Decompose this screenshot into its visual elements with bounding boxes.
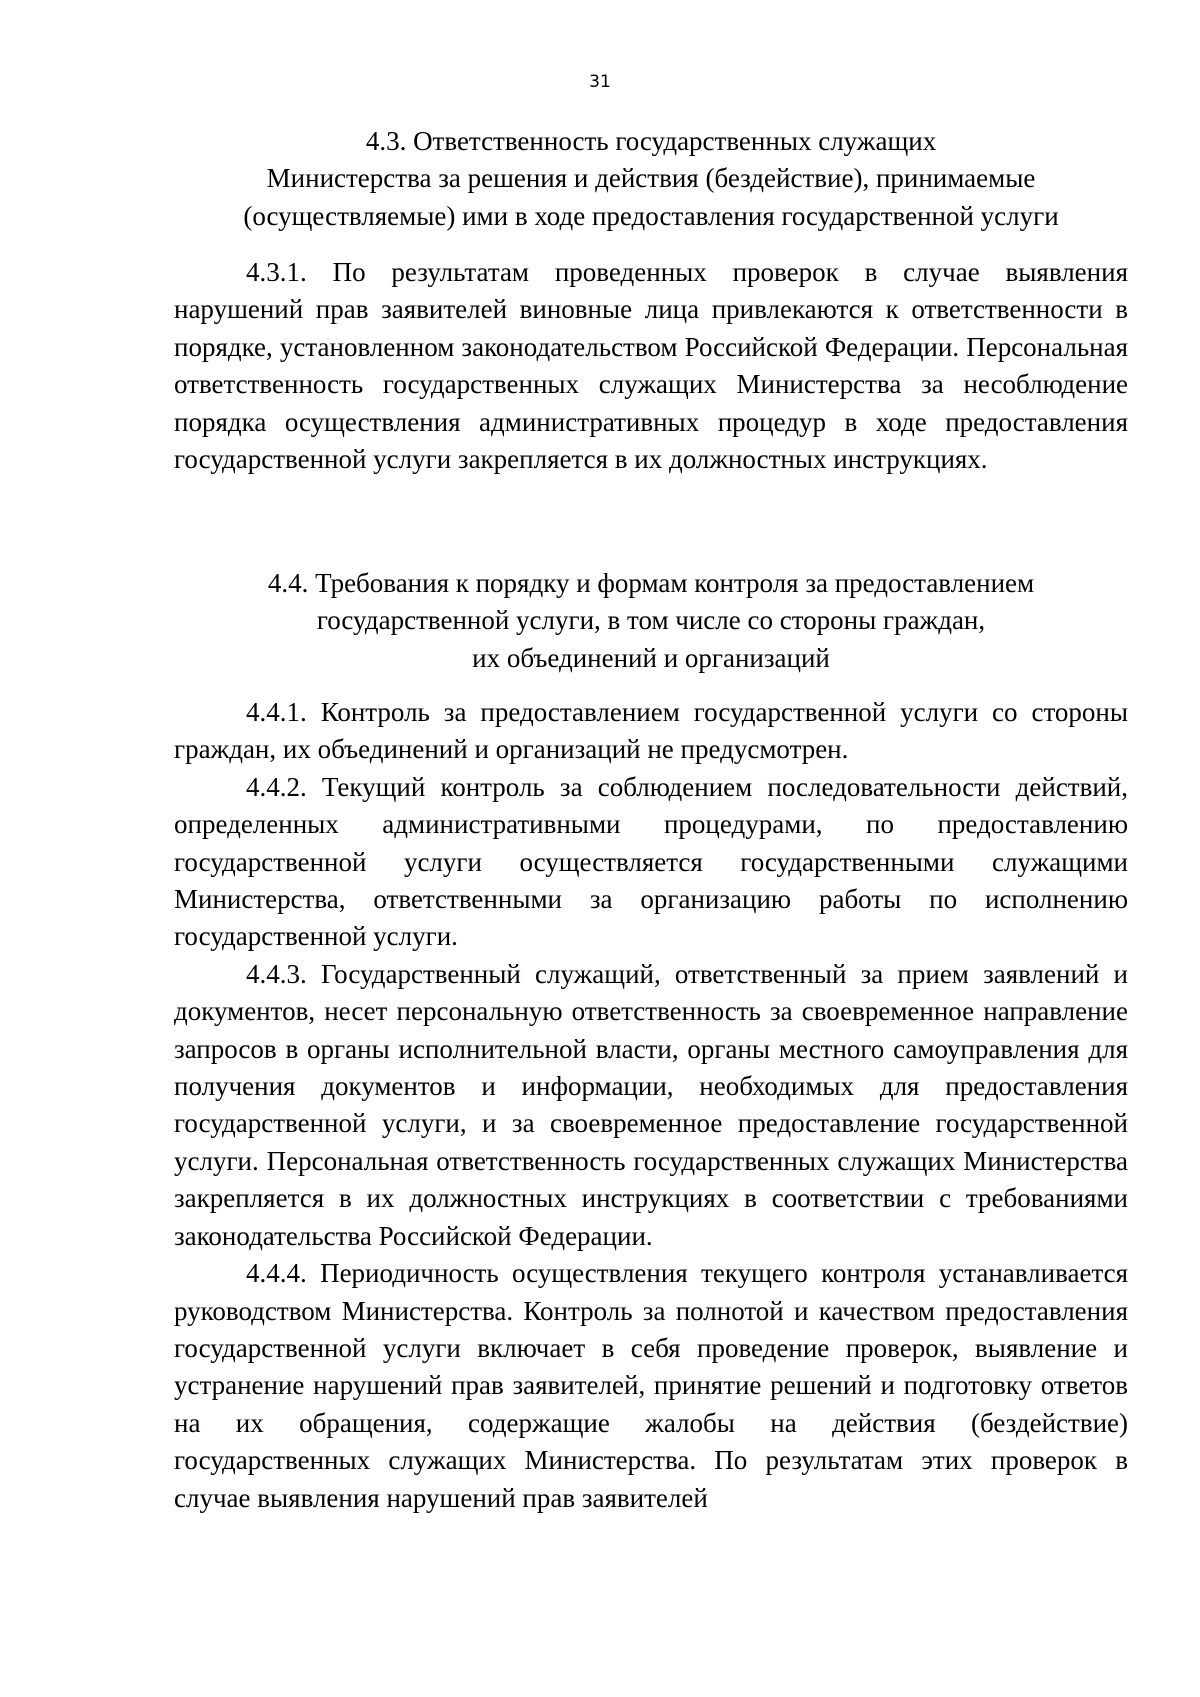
page-number: 31: [589, 72, 611, 92]
section-4-4-body: [174, 694, 1128, 1517]
heading-line: Министерства за решения и действия (бездействие), принимаемые: [266, 163, 1036, 194]
heading-line: (осуществляемые) ими в ходе предоставления государственной услуги: [243, 200, 1059, 231]
paragraph-4-3-1: 4.3.1. По результатам проведенных проверок в случае выявления нарушений прав заявителей виновные лица привлекаются к ответственности в порядке, установленном законодательством Российской Федерации. Персональная ответственность государственных служащих Министерства за несоблюдение порядка осуществления административных процедур в ходе предоставления государственной услуги закрепляется в их должностных инструкциях.: [174, 257, 1128, 475]
section-4-3-heading: [174, 123, 1128, 235]
section-4-3-body: [174, 254, 1128, 478]
heading-line: их объединений и организаций: [472, 642, 830, 673]
paragraph-4-4-2: 4.4.2. Текущий контроль за соблюдением последовательности действий, определенных административными процедурами, по предоставлению государственной услуги осуществляется государственными служащими Министерства, ответственными за организацию работы по исполнению государственной услуги.: [174, 771, 1128, 952]
heading-line: 4.4. Требования к порядку и формам контроля за предоставлением: [267, 568, 1035, 598]
heading-line: 4.3. Ответственность государственных служащих: [365, 126, 937, 156]
paragraph-4-4-1: 4.4.1. Контроль за предоставлением государственной услуги со стороны граждан, их объединений и организаций не предусмотрен.: [174, 697, 1128, 765]
heading-line: государственной услуги, в том числе со стороны граждан,: [316, 605, 986, 636]
paragraph-4-4-4: 4.4.4. Периодичность осуществления текущего контроля устанавливается руководством Министерства. Контроль за полнотой и качеством предоставления государственной услуги включает в себя проведение проверок, выявление и устранение нарушений прав заявителей, принятие решений и подготовку ответов на их обращения, содержащие жалобы на действия (бездействие) государственных служащих Министерства. По результатам этих проверок в случае выявления нарушений прав заявителей: [174, 1258, 1128, 1513]
paragraph-4-4-3: 4.4.3. Государственный служащий, ответственный за прием заявлений и документов, несет персональную ответственность за своевременное направление запросов в органы исполнительной власти, органы местного самоуправления для получения документов и информации, необходимых для предоставления государственной услуги, и за своевременное предоставление государственной услуги. Персональная ответственность государственных служащих Министерства закрепляется в их должностных инструкциях в соответствии с требованиями законодательства Российской Федерации.: [174, 958, 1128, 1251]
section-4-4-heading: [174, 565, 1128, 677]
